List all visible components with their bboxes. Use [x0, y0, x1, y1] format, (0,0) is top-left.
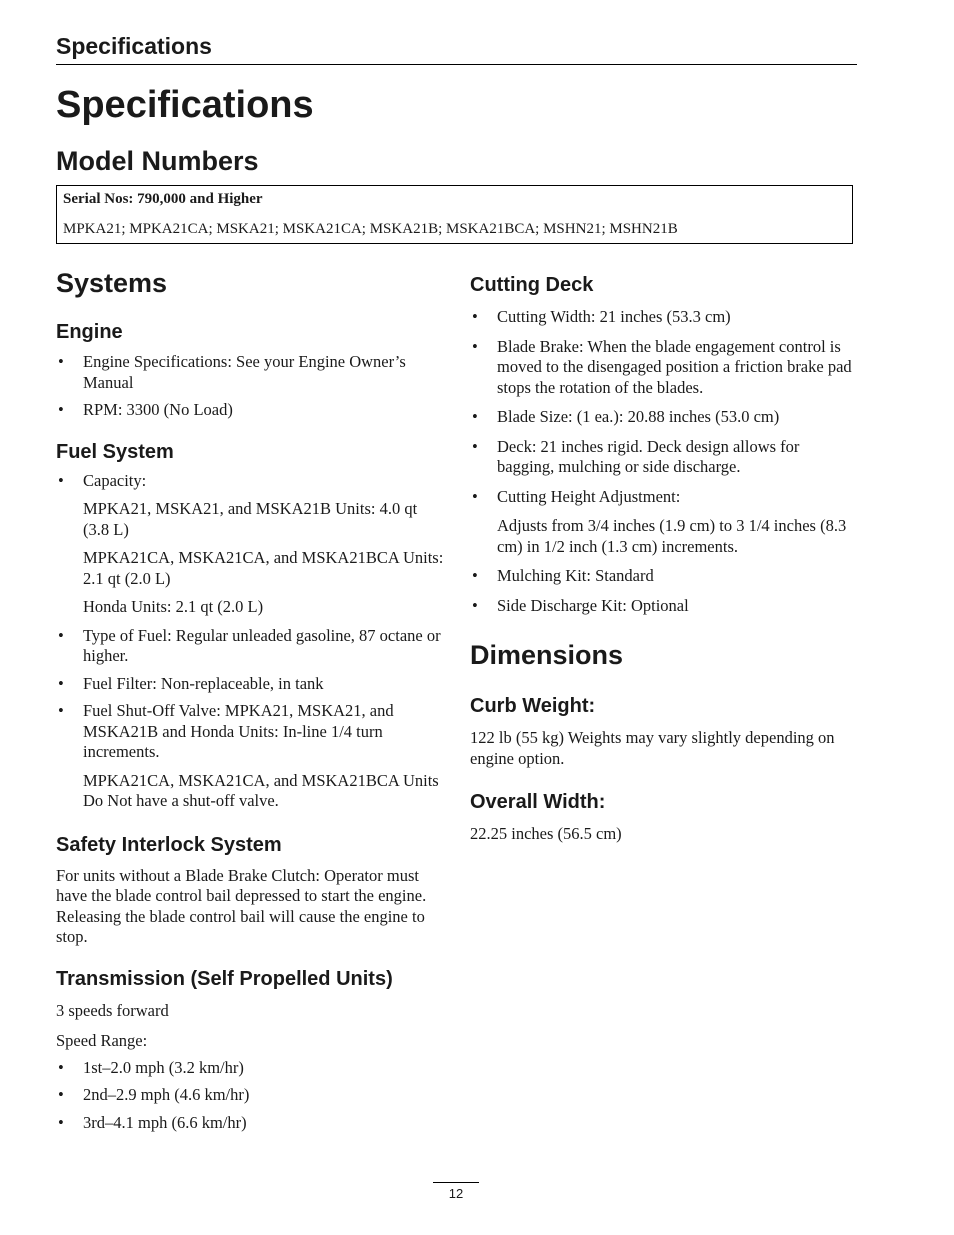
bullet-icon: •: [472, 595, 478, 615]
speed-range-label: Speed Range:: [56, 1031, 148, 1050]
overall-width-text: 22.25 inches (56.5 cm): [470, 824, 622, 843]
fuel-system-heading: Fuel System: [56, 440, 174, 463]
bullet-icon: •: [58, 1057, 64, 1077]
model-numbers-heading: Model Numbers: [56, 146, 259, 176]
list-item: [56, 352, 446, 393]
capacity-detail: MPKA21CA, MSKA21CA, and MSKA21BCA Units: 2.1 qt (2.0 L): [83, 548, 444, 588]
bullet-icon: •: [58, 625, 64, 645]
bullet-icon: •: [472, 436, 478, 456]
side-discharge-text: Side Discharge Kit: Optional: [497, 595, 689, 615]
capacity-detail: Honda Units: 2.1 qt (2.0 L): [83, 597, 264, 616]
serial-numbers-table: [56, 185, 853, 244]
speed-range-item: 3rd–4.1 mph (6.6 km/hr): [83, 1112, 247, 1132]
list-item: [56, 626, 446, 667]
list-item: [470, 407, 860, 428]
cutting-width-text: Cutting Width: 21 inches (53.3 cm): [497, 307, 731, 326]
height-adjustment-text: Cutting Height Adjustment:: [497, 486, 681, 506]
bullet-icon: •: [58, 1112, 64, 1132]
capacity-text: Capacity:: [83, 470, 147, 490]
shutoff-note: MPKA21CA, MSKA21CA, and MSKA21BCA Units Do Not have a shut-off valve.: [83, 770, 439, 810]
page-title: Specifications: [56, 84, 314, 126]
bullet-icon: •: [58, 1085, 64, 1104]
list-item: [56, 701, 446, 763]
model-list: MPKA21; MPKA21CA; MSKA21; MSKA21CA; MSKA21B; MSKA21BCA; MSHN21; MSHN21B: [63, 221, 678, 237]
right-column: [470, 274, 860, 845]
page-number: 12: [448, 1186, 464, 1201]
bullet-icon: •: [472, 407, 478, 426]
list-item: [56, 1058, 446, 1079]
fuel-type-text: Type of Fuel: Regular unleaded gasoline, 87 octane or higher.: [83, 625, 441, 665]
safety-interlock-text: For units without a Blade Brake Clutch: Operator must have the blade control bail depressed to start the engine. Releasing the blade control bail will cause the engine to stop.: [56, 865, 427, 946]
left-column: [56, 268, 446, 1133]
bullet-icon: •: [58, 673, 64, 693]
bullet-icon: •: [472, 566, 478, 585]
running-header: Specifications: [56, 33, 212, 59]
rpm-text: RPM: 3300 (No Load): [83, 400, 233, 419]
speeds-text: 3 speeds forward: [56, 1000, 169, 1020]
curb-weight-heading: Curb Weight:: [470, 695, 596, 717]
overall-width-heading: Overall Width:: [470, 791, 606, 813]
list-item: [470, 307, 860, 328]
bullet-icon: •: [472, 336, 478, 356]
speed-range-item: 2nd–2.9 mph (4.6 km/hr): [83, 1085, 250, 1104]
list-item: [470, 596, 860, 617]
bullet-icon: •: [472, 486, 478, 506]
list-item: [56, 400, 446, 421]
list-item: [56, 1113, 446, 1134]
height-adjustment-note: Adjusts from 3/4 inches (1.9 cm) to 3 1/4 inches (8.3 cm) in 1/2 inch (1.3 cm) increments.: [497, 516, 847, 556]
engine-spec-text: Engine Specifications: See your Engine Owner’s Manual: [83, 352, 406, 392]
deck-text: Deck: 21 inches rigid. Deck design allows for bagging, mulching or side discharge.: [497, 436, 800, 476]
dimensions-heading: Dimensions: [470, 640, 624, 670]
bullet-icon: •: [58, 701, 64, 720]
mulching-kit-text: Mulching Kit: Standard: [497, 566, 654, 585]
page-number-rule: [433, 1182, 479, 1183]
engine-heading: Engine: [56, 321, 123, 343]
list-item: [56, 471, 446, 492]
bullet-icon: •: [58, 470, 64, 490]
fuel-filter-text: Fuel Filter: Non-replaceable, in tank: [83, 673, 324, 693]
bullet-icon: •: [58, 352, 64, 371]
bullet-icon: •: [58, 400, 64, 419]
bullet-icon: •: [472, 307, 478, 326]
blade-size-text: Blade Size: (1 ea.): 20.88 inches (53.0 cm): [497, 407, 780, 426]
transmission-heading: Transmission (Self Propelled Units): [56, 967, 393, 990]
list-item: [470, 487, 860, 508]
blade-brake-text: Blade Brake: When the blade engagement control is moved to the disengaged position a friction brake pad stops the rotation of the blades.: [497, 336, 852, 397]
serial-numbers-heading: Serial Nos: 790,000 and Higher: [63, 191, 263, 207]
list-item: [470, 437, 860, 478]
systems-heading: Systems: [56, 268, 168, 298]
safety-interlock-heading: Safety Interlock System: [56, 833, 282, 856]
curb-weight-text: 122 lb (55 kg) Weights may vary slightly depending on engine option.: [470, 728, 835, 768]
list-item: [56, 674, 446, 695]
list-item: [470, 337, 860, 399]
list-item: [56, 1085, 446, 1106]
capacity-detail: MPKA21, MSKA21, and MSKA21B Units: 4.0 qt (3.8 L): [83, 499, 418, 539]
list-item: [470, 566, 860, 587]
shutoff-valve-text: Fuel Shut-Off Valve: MPKA21, MSKA21, and MSKA21B and Honda Units: In-line 1/4 turn increments.: [83, 701, 394, 761]
speed-range-item: 1st–2.0 mph (3.2 km/hr): [83, 1057, 244, 1077]
header-rule: [56, 64, 857, 65]
cutting-deck-heading: Cutting Deck: [470, 274, 594, 296]
